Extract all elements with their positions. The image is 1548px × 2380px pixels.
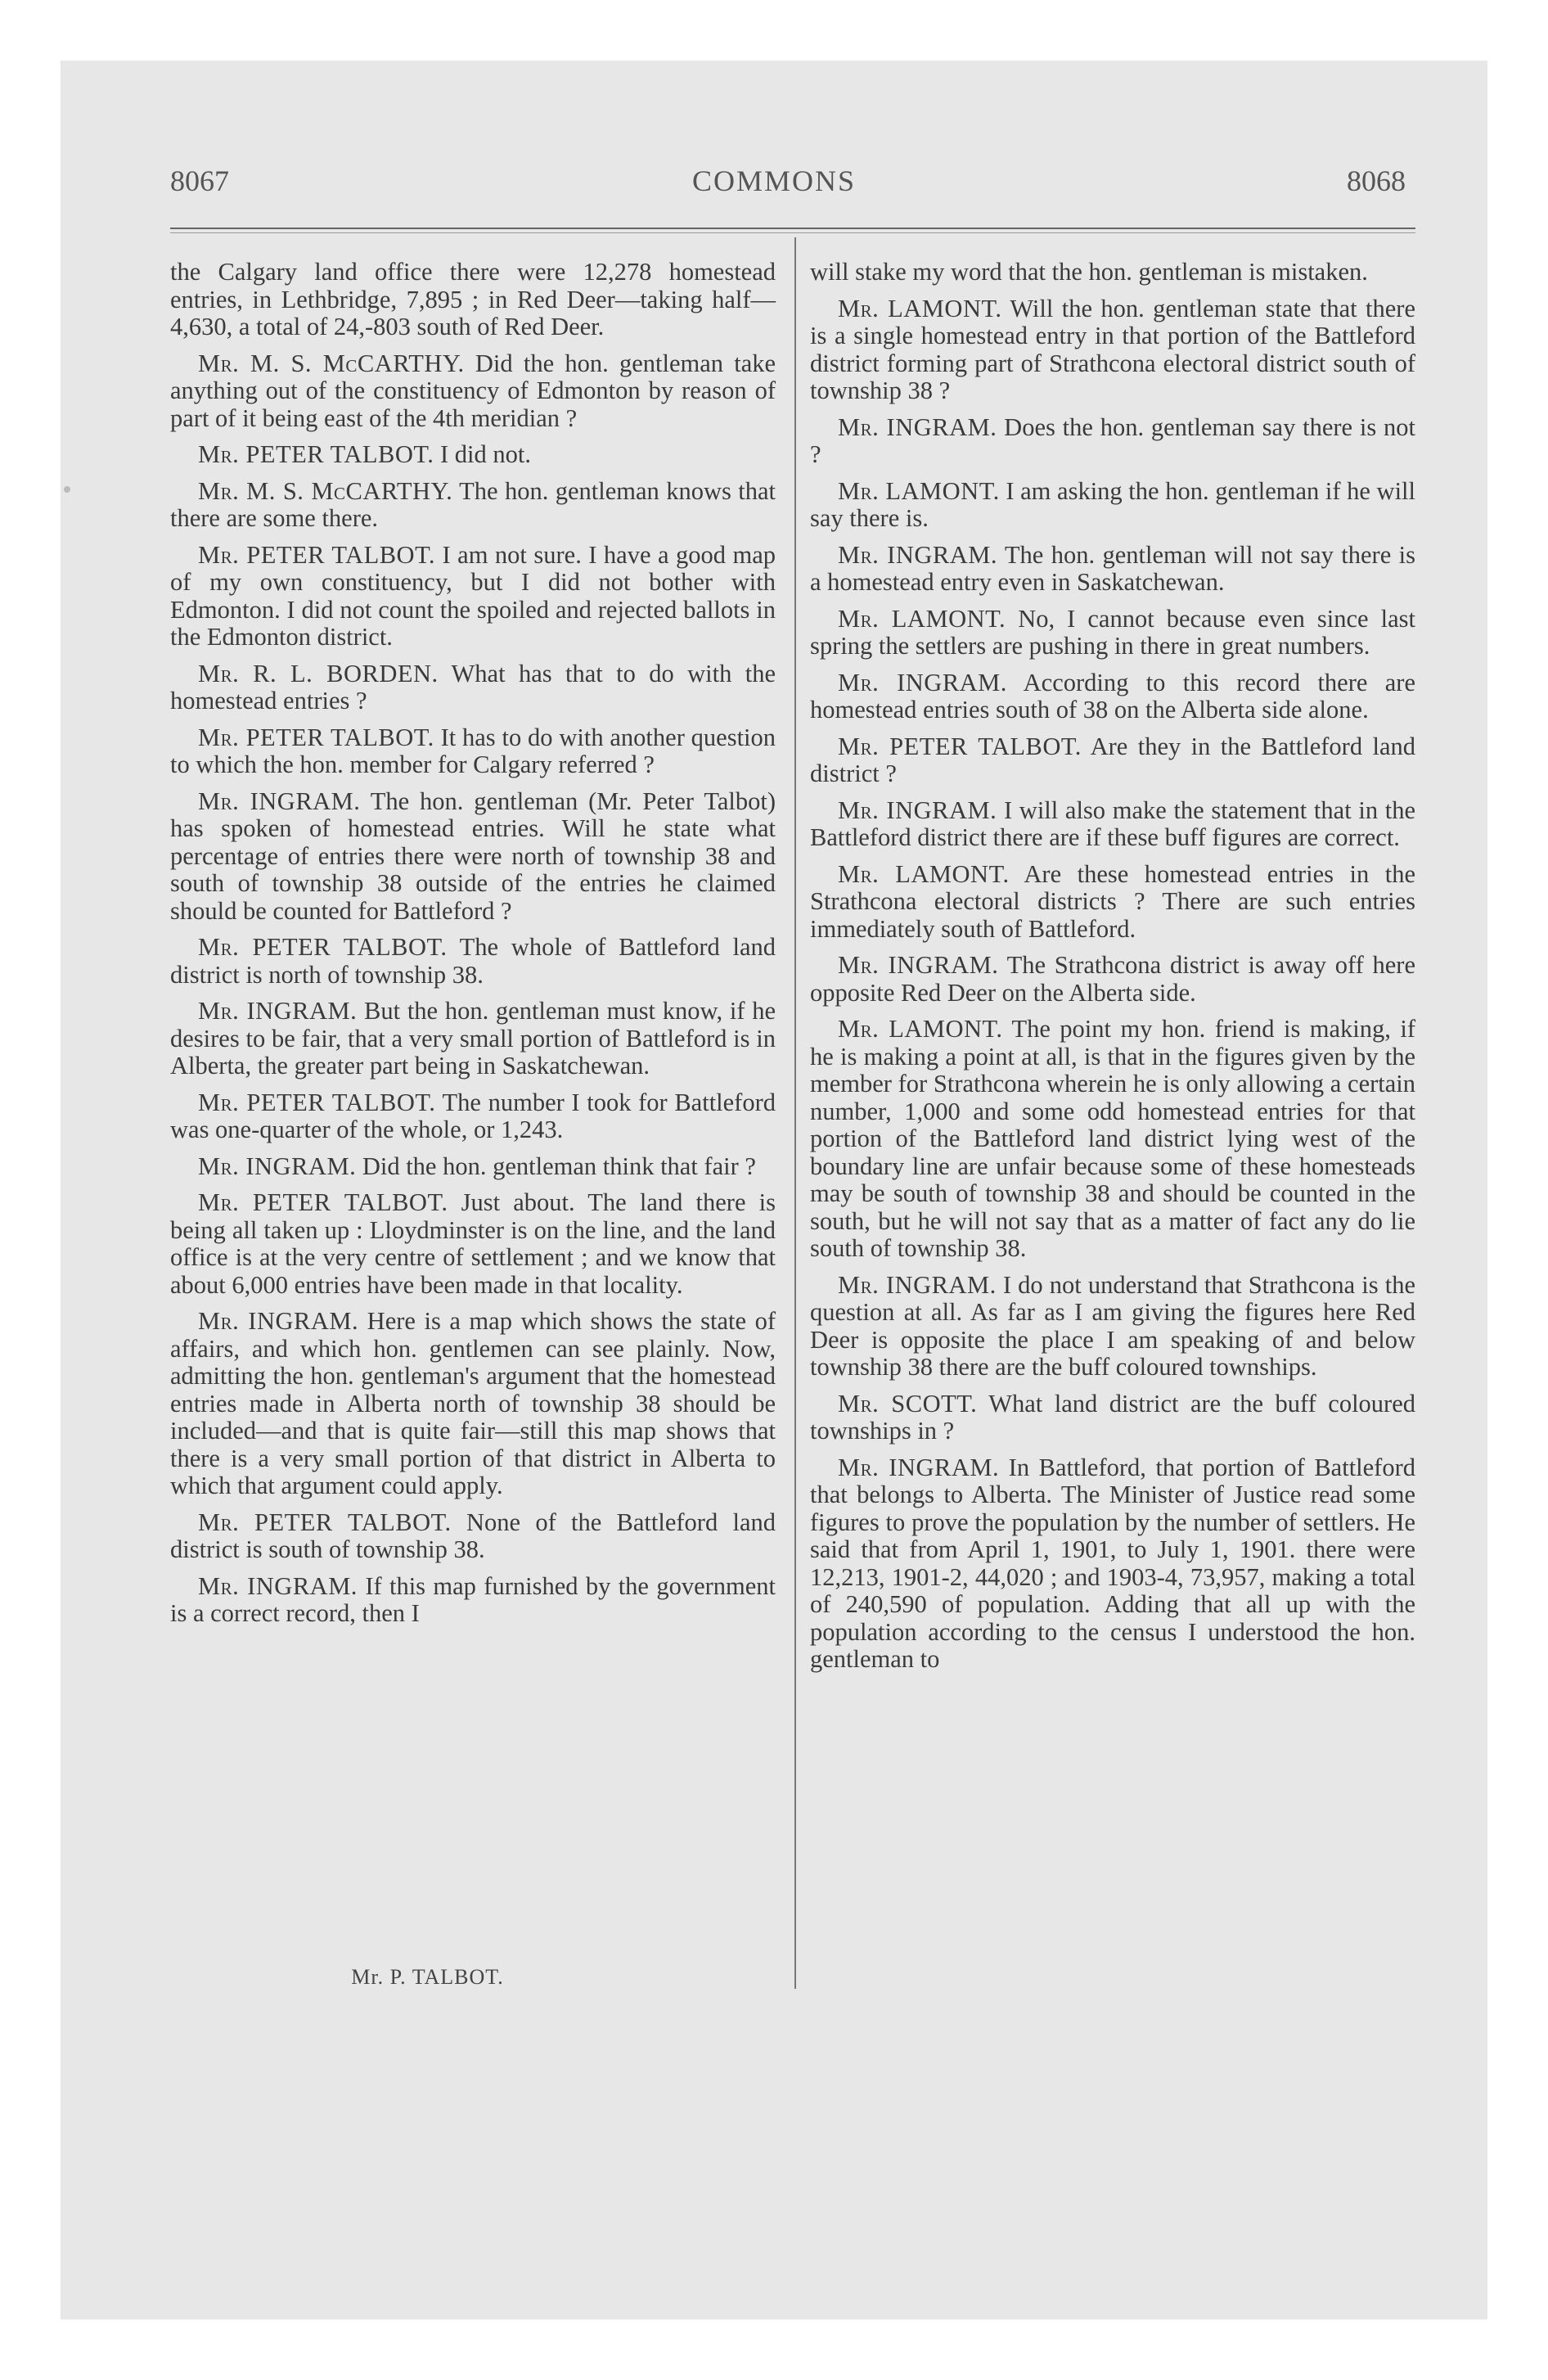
paragraph-text: I do not understand that Strathcona is the question at all. As far as I am giving the figures here Red Deer is opposite the place I am speaking of and below township 38 there are the buff coloured townships. <box>810 1270 1416 1381</box>
speaker-name: Mr. INGRAM. <box>198 1307 359 1335</box>
paragraph-text: The whole of Battleford land district is north of township 38. <box>170 933 776 989</box>
paragraph <box>810 414 1415 469</box>
paragraph-text: the Calgary land office there were 12,278 homestead entries, in Lethbridge, 7,895 ; in Red Deer—taking half—4,630, a total of 24,-803 south of Red Deer. <box>170 258 776 340</box>
speaker-name: Mr. SCOTT. <box>838 1389 978 1418</box>
paragraph <box>170 1509 776 1564</box>
paragraph-text: Just about. The land there is being all taken up : Lloydminster is on the line, and the land office is at the very centre of settlement ; and we know that about 6,000 entries have been made in that locality. <box>170 1188 776 1299</box>
page-number-left: 8067 <box>170 165 229 197</box>
speaker-name: Mr. PETER TALBOT. <box>198 1188 448 1216</box>
speaker-name: Mr. INGRAM. <box>838 540 997 569</box>
left-column <box>170 259 776 1637</box>
running-head: COMMONS <box>691 165 857 197</box>
speaker-name: Mr. INGRAM. <box>838 412 997 441</box>
paragraph <box>170 1189 776 1299</box>
paragraph-text: I am asking the hon. gentleman if he will say there is. <box>810 476 1416 532</box>
paragraph <box>170 998 776 1080</box>
speaker-name: Mr. INGRAM. <box>198 787 361 815</box>
paragraph-text: Are these homestead entries in the Strathcona electoral districts ? There are such entries immediately south of Battleford. <box>810 859 1415 943</box>
paragraph-text: The Strathcona district is away off here opposite Red Deer on the Alberta side. <box>810 951 1416 1007</box>
paragraph-text: I am not sure. I have a good map of my own constituency, but I did not bother with Edmonton. I did not count the spoiled and rejected ballots in the Edmonton district. <box>170 540 776 651</box>
paragraph <box>170 1573 776 1628</box>
speaker-name: Mr. LAMONT. <box>838 1015 1003 1043</box>
paragraph <box>810 861 1415 944</box>
paragraph <box>170 660 776 715</box>
paragraph <box>810 733 1415 788</box>
paragraph-text: If this map furnished by the government is a correct record, then I <box>170 1571 776 1627</box>
paragraph-text: Will the hon. gentleman state that there is a single homestead entry in that portion of the Battleford district forming part of Strathcona electoral district south of township 38 ? <box>810 294 1415 404</box>
page-header <box>61 164 1487 213</box>
paragraph <box>170 934 776 989</box>
column-divider <box>794 237 796 1989</box>
paragraph <box>170 1308 776 1500</box>
paragraph-text: Are they in the Battleford land district ? <box>810 732 1415 787</box>
speaker-name: Mr. INGRAM. <box>838 668 1007 696</box>
header-rule-thin <box>170 232 1415 233</box>
paragraph-text: I will also make the statement that in the Battleford district there are if these buff figures are correct. <box>810 796 1416 851</box>
speaker-name: Mr. M. S. McCARTHY. <box>198 349 465 377</box>
speaker-name: Mr. INGRAM. <box>838 796 997 824</box>
page-number-right: 8068 <box>1347 165 1406 197</box>
speaker-name: Mr. INGRAM. <box>198 1152 357 1180</box>
speaker-name: Mr. LAMONT. <box>838 859 1010 888</box>
paragraph-text: The number I took for Battleford was one-quarter of the whole, or 1,243. <box>170 1088 776 1143</box>
paragraph-text: Did the hon. gentleman think that fair ? <box>362 1152 756 1180</box>
paragraph <box>170 350 776 433</box>
paragraph-text: Here is a map which shows the state of affairs, and which hon. gentlemen can see plainly. Now, admitting the hon. gentleman's argument that the homestead entries made in Alberta north of township 38 should be included—and that is quite fair—still this map shows that there is a very small portion of that district in Alberta to which that argument could apply. <box>170 1307 776 1499</box>
paragraph-text: But the hon. gentleman must know, if he desires to be fair, that a very small portion of Battleford is in Alberta, the greater part being in Saskatchewan. <box>170 997 776 1080</box>
paragraph-text: will stake my word that the hon. gentleman is mistaken. <box>810 258 1368 286</box>
paragraph-text: The hon. gentleman knows that there are some there. <box>170 476 776 532</box>
speaker-name: Mr. M. S. McCARTHY. <box>198 476 453 505</box>
paragraph-text: According to this record there are homestead entries south of 38 on the Alberta side alone. <box>810 668 1415 723</box>
paragraph <box>170 542 776 651</box>
speaker-name: Mr. PETER TALBOT. <box>198 1508 452 1536</box>
paragraph <box>170 1089 776 1144</box>
speaker-name: Mr. PETER TALBOT. <box>198 933 448 961</box>
paragraph-text: The point my hon. friend is making, if he is making a point at all, is that in the figures given by the member for Strathcona wherein he is only allowing a certain number, 1,000 and some odd homestead entries for that portion of the Battleford land district lying west of the boundary line are unfair because some of these homesteads may be south of township 38 and should be counted in the south, but he will not say that as a matter of fact any do lie south of township 38. <box>810 1015 1415 1262</box>
paragraph <box>810 259 1415 286</box>
header-rule <box>170 228 1415 229</box>
paragraph <box>170 724 776 779</box>
speaker-name: Mr. LAMONT. <box>838 294 1002 322</box>
paragraph <box>170 259 776 341</box>
paragraph <box>810 1454 1415 1674</box>
paragraph-text: Does the hon. gentleman say there is not ? <box>810 412 1415 468</box>
paragraph <box>170 788 776 926</box>
document-page <box>61 61 1487 2319</box>
speaker-name: Mr. LAMONT. <box>838 476 1000 505</box>
paragraph <box>810 797 1415 852</box>
paragraph-text: None of the Battleford land district is south of township 38. <box>170 1508 776 1563</box>
speaker-name: Mr. INGRAM. <box>838 1453 1000 1481</box>
paragraph <box>170 441 776 469</box>
paragraph <box>810 606 1415 660</box>
speaker-name: Mr. PETER TALBOT. <box>198 1088 436 1116</box>
speaker-name: Mr. INGRAM. <box>198 997 358 1025</box>
paragraph <box>810 1016 1415 1263</box>
paragraph-text: No, I cannot because even since last spring the settlers are pushing in there in great numbers. <box>810 604 1416 660</box>
paragraph <box>810 1272 1415 1382</box>
speaker-name: Mr. PETER TALBOT. <box>838 732 1082 760</box>
paragraph-text: I did not. <box>439 440 531 468</box>
speaker-name: Mr. INGRAM. <box>838 1270 997 1299</box>
speaker-name: Mr. PETER TALBOT. <box>198 723 434 751</box>
paragraph-text: The hon. gentleman will not say there is a homestead entry even in Saskatchewan. <box>810 540 1415 596</box>
paragraph-text: The hon. gentleman (Mr. Peter Talbot) has spoken of homestead entries. Will he state what percentage of entries there were north of township 38 and south of township 38 outside of the entries he claimed should be counted for Battleford ? <box>170 787 776 925</box>
speaker-name: Mr. PETER TALBOT. <box>198 540 436 569</box>
speaker-name: Mr. INGRAM. <box>838 951 999 979</box>
paragraph-text: In Battleford, that portion of Battleford that belongs to Alberta. The Minister of Justice read some figures to prove the population by the number of settlers. He said that from April 1, 1901, to July 1, 1901. there were 12,213, 1901-2, 44,020 ; and 1903-4, 73,957, making a total of 240,590 of population. Adding that all up with the population according to the census I understood the hon. gentleman to <box>810 1453 1415 1673</box>
speaker-name: Mr. R. L. BORDEN. <box>198 659 439 687</box>
margin-mark <box>64 486 70 493</box>
paragraph-text: It has to do with another question to which the hon. member for Calgary referred ? <box>170 723 776 778</box>
paragraph <box>170 478 776 533</box>
paragraph <box>810 295 1415 405</box>
paragraph <box>810 1391 1415 1445</box>
speaker-name: Mr. INGRAM. <box>198 1571 358 1600</box>
paragraph <box>810 669 1415 724</box>
paragraph-text: Did the hon. gentleman take anything out of the constituency of Edmonton by reason of part of it being east of the 4th meridian ? <box>170 349 776 432</box>
paragraph <box>170 1153 776 1181</box>
speaker-name: Mr. LAMONT. <box>838 604 1006 633</box>
paragraph-text: What has that to do with the homestead entries ? <box>170 659 776 714</box>
footer-speaker-name: Mr. P. TALBOT. <box>351 1965 504 1989</box>
paragraph <box>810 952 1415 1007</box>
paragraph <box>810 542 1415 597</box>
paragraph-text: What land district are the buff coloured townships in ? <box>810 1389 1415 1445</box>
paragraph <box>810 478 1415 533</box>
right-column <box>810 259 1415 1683</box>
speaker-name: Mr. PETER TALBOT. <box>198 440 434 468</box>
